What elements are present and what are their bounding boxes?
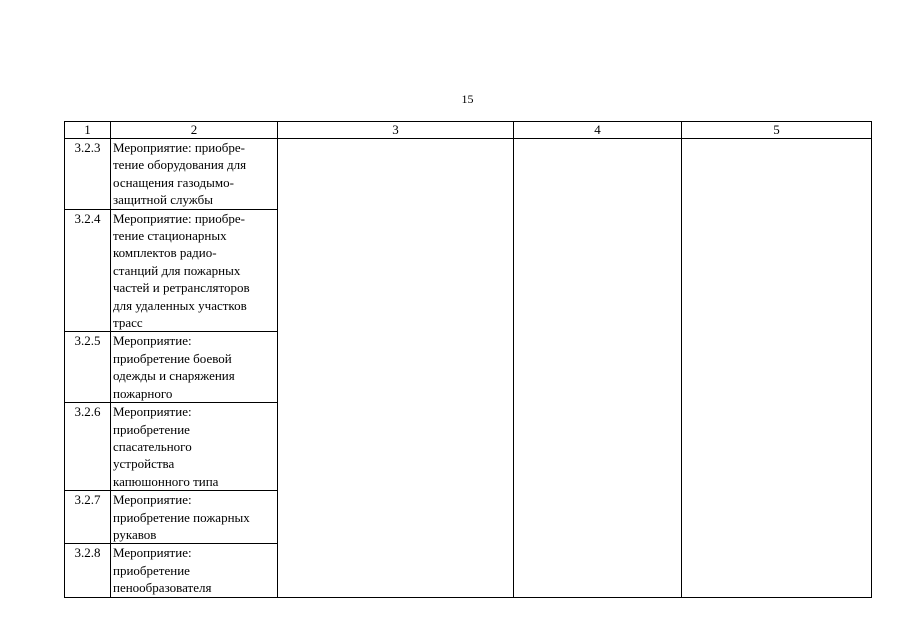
row-description: Мероприятие: приобре- тение стационарных комплектов радио- станций для пожарных частей и ретрансляторов для удаленных участков трасс (111, 209, 278, 332)
row-description: Мероприятие: приобретение боевой одежды и снаряжения пожарного (111, 332, 278, 403)
column-header-4: 4 (514, 122, 682, 139)
row-number: 3.2.8 (65, 544, 111, 597)
row-number: 3.2.3 (65, 139, 111, 210)
row-number: 3.2.7 (65, 491, 111, 544)
column-header-1: 1 (65, 122, 111, 139)
column-5-cell (682, 139, 872, 598)
row-description: Мероприятие: приобретение спасательного устройства капюшонного типа (111, 403, 278, 491)
column-3-cell (278, 139, 514, 598)
table-row (65, 139, 872, 210)
row-description: Мероприятие: приобретение пожарных рукавов (111, 491, 278, 544)
row-number: 3.2.4 (65, 209, 111, 332)
activities-table (64, 121, 872, 598)
column-header-3: 3 (278, 122, 514, 139)
column-header-2: 2 (111, 122, 278, 139)
row-description: Мероприятие: приобретение пенообразователя (111, 544, 278, 597)
row-number: 3.2.6 (65, 403, 111, 491)
page-number: 15 (461, 92, 474, 106)
column-4-cell (514, 139, 682, 598)
column-header-5: 5 (682, 122, 872, 139)
row-description: Мероприятие: приобре- тение оборудования для оснащения газодымо- защитной службы (111, 139, 278, 210)
header-row (65, 122, 872, 139)
row-number: 3.2.5 (65, 332, 111, 403)
